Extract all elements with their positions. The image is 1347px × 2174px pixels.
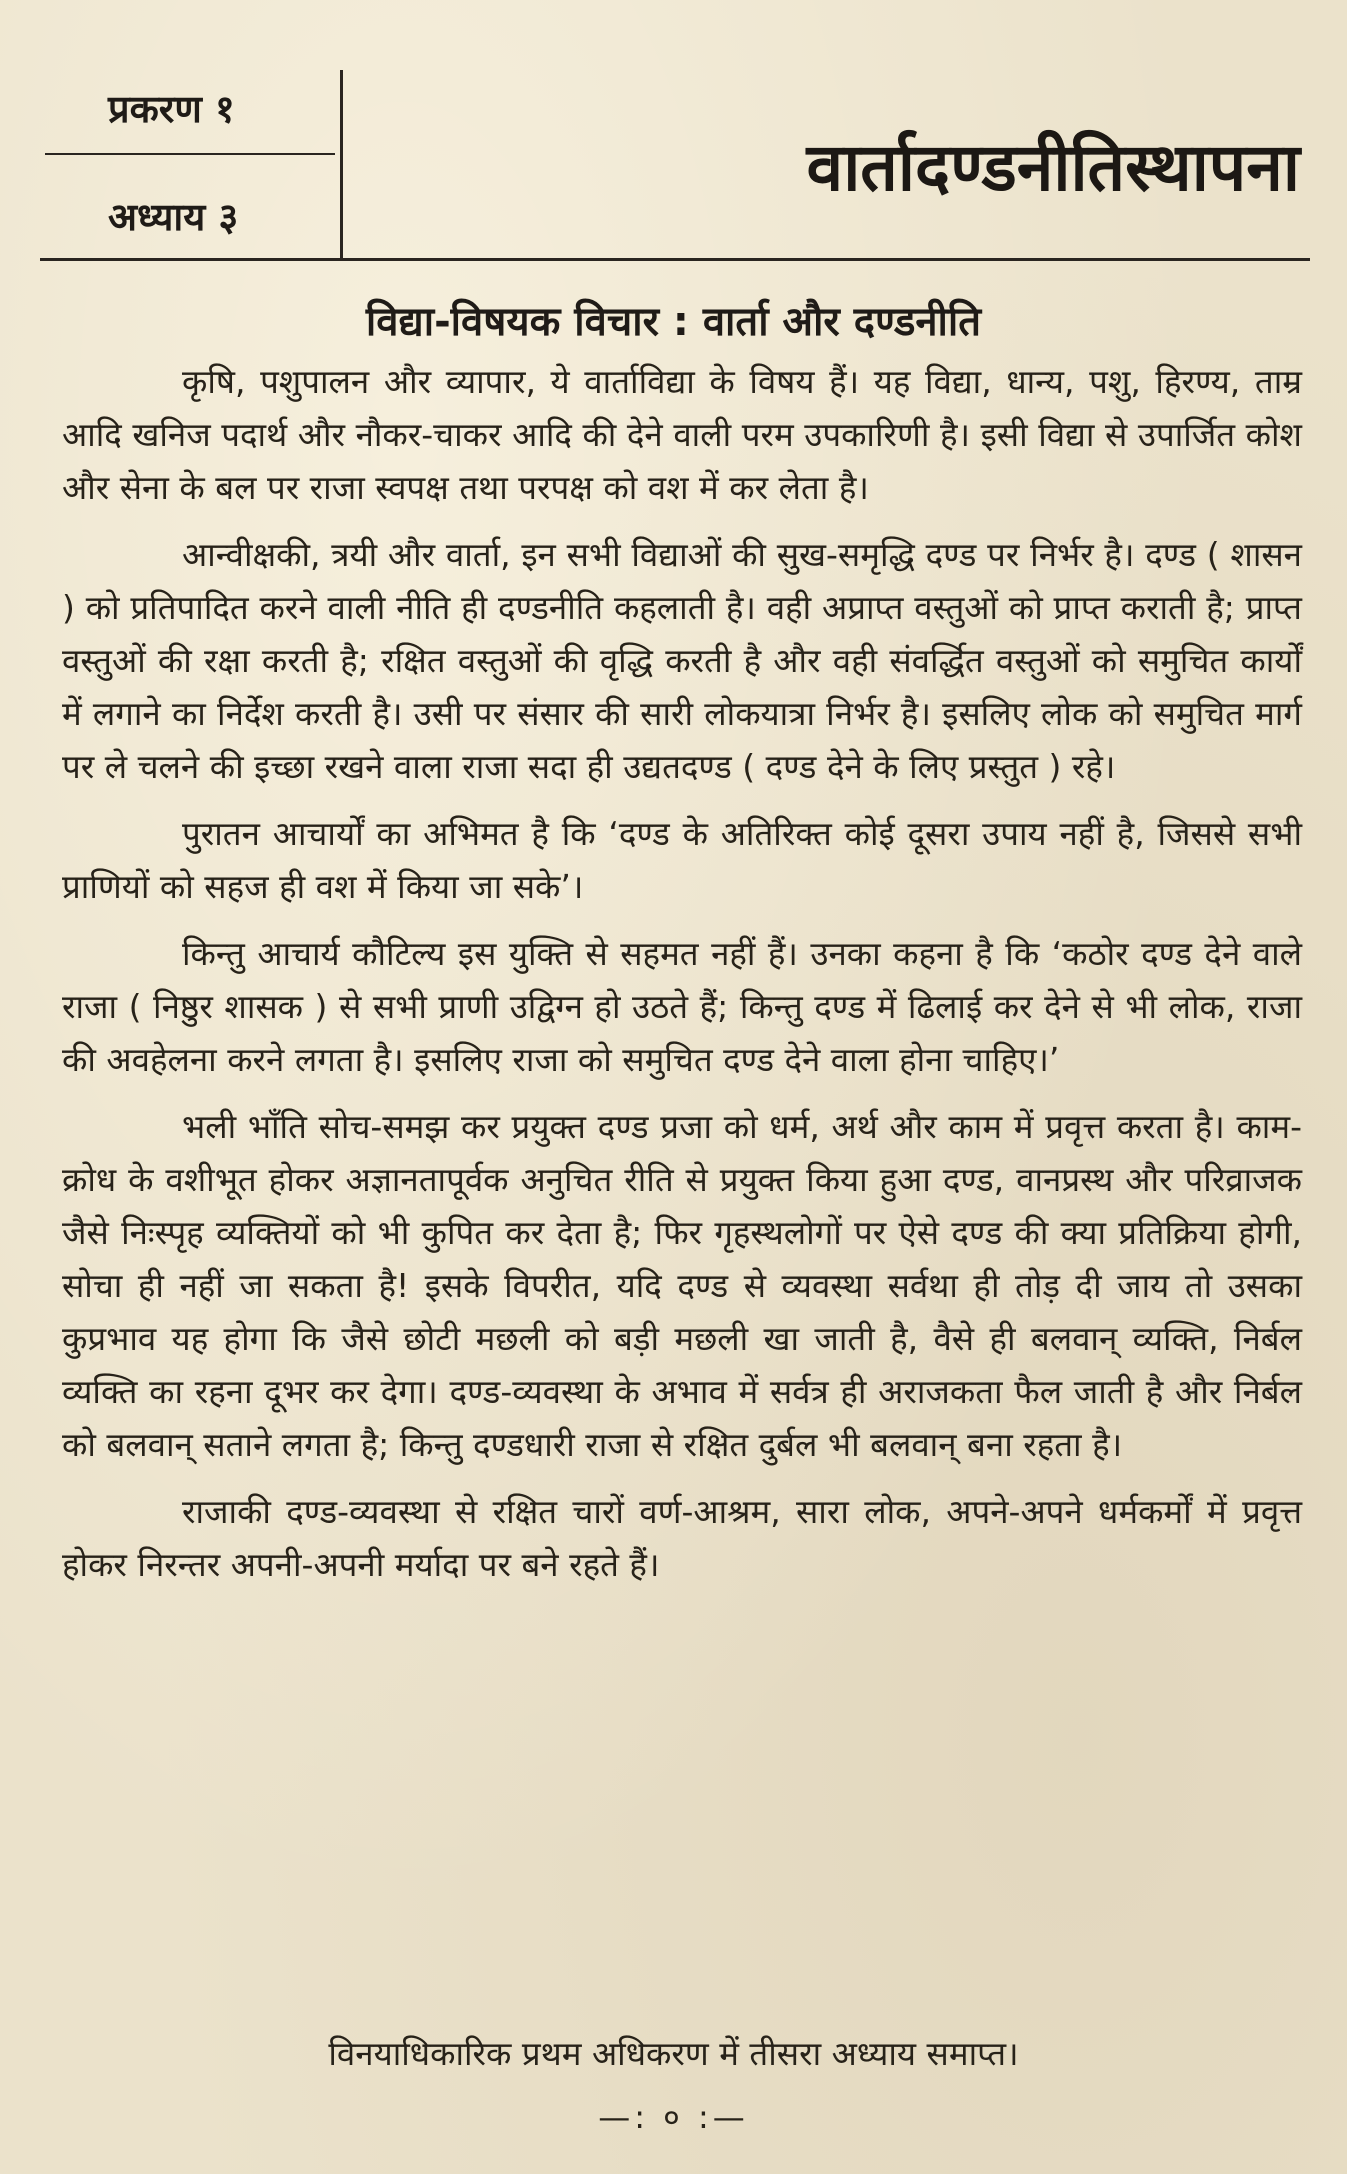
paragraph: राजाकी दण्ड-व्यवस्था से रक्षित चारों वर्ण-आश्रम, सारा लोक, अपने-अपने धर्मकर्मों में प्रवृत्त होकर निरन्तर अपनी-अपनी मर्यादा पर बने रहते हैं।: [62, 1492, 1302, 1584]
header-vertical-rule: [340, 70, 343, 258]
prakaran-label: प्रकरण १: [108, 87, 235, 131]
header-divider-short: [45, 153, 335, 155]
paragraph: भली भाँति सोच-समझ कर प्रयुक्त दण्ड प्रजा को धर्म, अर्थ और काम में प्रवृत्त करता है। काम-क्रोध के वशीभूत होकर अज्ञानतापूर्वक अनुचित रीति से प्रयुक्त किया हुआ दण्ड, वानप्रस्थ और परिव्राजक जैसे निःस्पृह व्यक्तियों को भी कुपित कर देता है; फिर गृहस्थलोगों पर ऐसे दण्ड की क्या प्रतिक्रिया होगी, सोचा ही नहीं जा सकता है! इसके विपरीत, यदि दण्ड से व्यवस्था सर्वथा ही तोड़ दी जाय तो उसका कुप्रभाव यह होगा कि जैसे छोटी मछली को बड़ी मछली खा जाती है, वैसे ही बलवान् व्यक्ति, निर्बल व्यक्ति का रहना दूभर कर देगा। दण्ड-व्यवस्था के अभाव में सर्वत्र ही अराजकता फैल जाती है और निर्बल को बलवान् सताने लगता है; किन्तु दण्डधारी राजा से रक्षित दुर्बल भी बलवान् बना रहता है।: [62, 1107, 1302, 1464]
chapter-header: [40, 70, 1310, 265]
chapter-colophon: विनयाधिकारिक प्रथम अधिकरण में तीसरा अध्याय समाप्त।: [328, 2034, 1019, 2073]
body-text: [62, 355, 1302, 1605]
section-title: विद्या-विषयक विचार : वार्ता और दण्डनीति: [365, 299, 982, 345]
header-divider-long: [40, 258, 1310, 261]
chapter-title: वार्तादण्डनीतिस्थापना: [806, 129, 1300, 206]
end-ornament: —: ० :—: [598, 2098, 749, 2136]
adhyay-label: अध्याय ३: [108, 195, 239, 239]
paragraph: आन्वीक्षकी, त्रयी और वार्ता, इन सभी विद्याओं की सुख-समृद्धि दण्ड पर निर्भर है। दण्ड ( शासन ) को प्रतिपादित करने वाली नीति ही दण्डनीति कहलाती है। वही अप्राप्त वस्तुओं को प्राप्त कराती है; प्राप्त वस्तुओं की रक्षा करती है; रक्षित वस्तुओं की वृद्धि करती है और वही संवर्द्धित वस्तुओं को समुचित कार्यों में लगाने का निर्देश करती है। उसी पर संसार की सारी लोकयात्रा निर्भर है। इसलिए लोक को समुचित मार्ग पर ले चलने की इच्छा रखने वाला राजा सदा ही उद्यतदण्ड ( दण्ड देने के लिए प्रस्तुत ) रहे।: [62, 535, 1302, 786]
paragraph: पुरातन आचार्यों का अभिमत है कि ‘दण्ड के अतिरिक्त कोई दूसरा उपाय नहीं है, जिससे सभी प्राणियों को सहज ही वश में किया जा सके’।: [62, 814, 1302, 906]
header-left-box: [40, 70, 340, 265]
paragraph: कृषि, पशुपालन और व्यापार, ये वार्ताविद्या के विषय हैं। यह विद्या, धान्य, पशु, हिरण्य, ताम्र आदि खनिज पदार्थ और नौकर-चाकर आदि की देने वाली परम उपकारिणी है। इसी विद्या से उपार्जित कोश और सेना के बल पर राजा स्वपक्ष तथा परपक्ष को वश में कर लेता है।: [62, 362, 1302, 507]
paragraph: किन्तु आचार्य कौटिल्य इस युक्ति से सहमत नहीं हैं। उनका कहना है कि ‘कठोर दण्ड देने वाले राजा ( निष्ठुर शासक ) से सभी प्राणी उद्विग्न हो उठते हैं; किन्तु दण्ड में ढिलाई कर देने से भी लोक, राजा की अवहेलना करने लगता है। इसलिए राजा को समुचित दण्ड देने वाला होना चाहिए।’: [62, 934, 1302, 1079]
